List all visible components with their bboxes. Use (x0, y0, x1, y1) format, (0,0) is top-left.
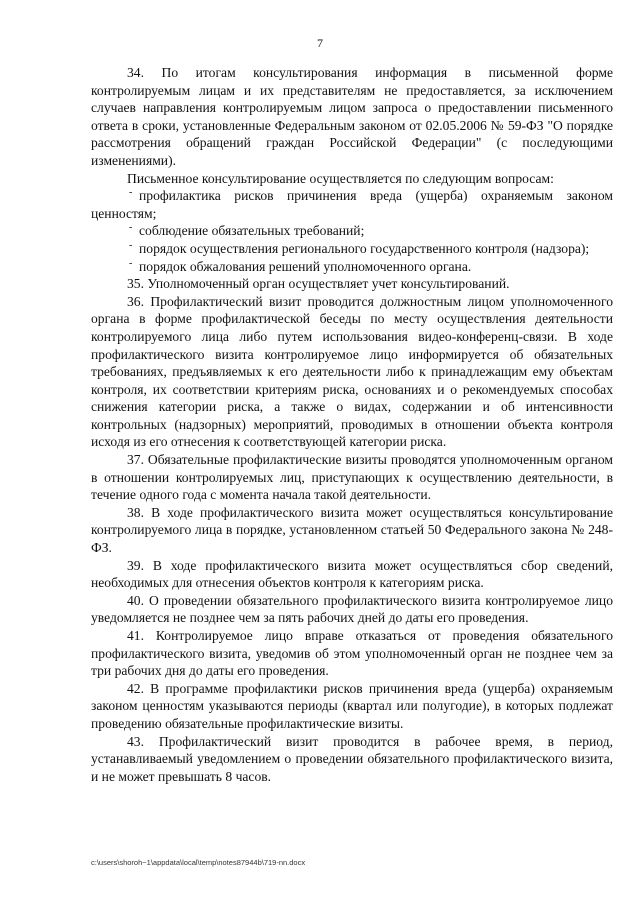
list-item: - порядок осуществления регионального государственного контроля (надзора); (91, 240, 613, 258)
bullet-mark: - (129, 222, 133, 234)
paragraph-37: 37. Обязательные профилактические визиты проводятся уполномоченным органом в отношении контролируемых лиц, приступающих к осуществлению деятельности, в течение одного года с момента начала такой деятельности. (91, 452, 613, 503)
list-item: - профилактика рисков причинения вреда (ущерба) охраняемым законом ценностям; (91, 187, 613, 222)
paragraph-43: 43. Профилактический визит проводится в рабочее время, в период, устанавливаемый уведомлением о проведении обязательного профилактического визита, и не может превышать 8 часов. (91, 733, 613, 784)
paragraph-40: 40. О проведении обязательного профилактического визита контролируемое лицо уведомляется не позднее чем за пять рабочих дней до даты его проведения. (91, 592, 613, 626)
file-path-footer: c:\users\shoroh~1\appdata\local\temp\notes87944b\719-nn.docx (91, 858, 306, 867)
bullet-mark: - (129, 239, 133, 251)
paragraph-39: 39. В ходе профилактического визита может осуществляться сбор сведений, необходимых для отнесения объектов контроля к категориям риска. (91, 557, 613, 591)
paragraph-35: 35. Уполномоченный орган осуществляет учет консультирований. (127, 276, 510, 292)
list-item: - соблюдение обязательных требований; (91, 222, 613, 240)
paragraph-41: 41. Контролируемое лицо вправе отказаться от проведения обязательного профилактического визита, уведомив об этом уполномоченный орган не позднее чем за три рабочих дня до даты его проведения. (91, 628, 613, 679)
paragraph-36: 36. Профилактический визит проводится должностным лицом уполномоченного органа в форме профилактической беседы по месту осуществления деятельности контролируемого лица либо путем использования видео-конференц-связи. В ходе профилактического визита контролируемое лицо информируется об обязательных требованиях, предъявляемых к его деятельности либо к принадлежащим ему объектам контроля, их соответствии критериям риска, основаниях и о рекомендуемых способах снижения категории риска, а также о видах, содержании и об интенсивности контрольных (надзорных) мероприятий, проводимых в отношении объекта контроля исходя из его отнесения к соответствующей категории риска. (91, 293, 613, 450)
paragraph-34: 34. По итогам консультирования информация в письменной форме контролируемым лицам и их представителям не предоставляется, за исключением случаев направления контролируемым лицом запроса о предоставлении письменного ответа в сроки, установленные Федеральным законом от 02.05.2006 № 59-ФЗ "О порядке рассмотрения обращений граждан Российской Федерации" (с последующими изменениями). (91, 65, 613, 168)
bullet-mark: - (129, 257, 133, 269)
bullet-mark: - (129, 187, 133, 199)
document-body (91, 64, 613, 785)
paragraph-consulting-intro: Письменное консультирование осуществляется по следующим вопросам: (127, 170, 554, 186)
list-item: - порядок обжалования решений уполномоченного органа. (91, 258, 613, 276)
page-number: 7 (317, 36, 323, 50)
paragraph-38: 38. В ходе профилактического визита может осуществляться консультирование контролируемого лица в порядке, установленном статьей 50 Федерального закона № 248-ФЗ. (91, 504, 613, 556)
paragraph-42: 42. В программе профилактики рисков причинения вреда (ущерба) охраняемым законом ценностям указываются периоды (квартал или полугодие), в которых подлежат проведению обязательные профилактические визиты. (91, 680, 613, 731)
